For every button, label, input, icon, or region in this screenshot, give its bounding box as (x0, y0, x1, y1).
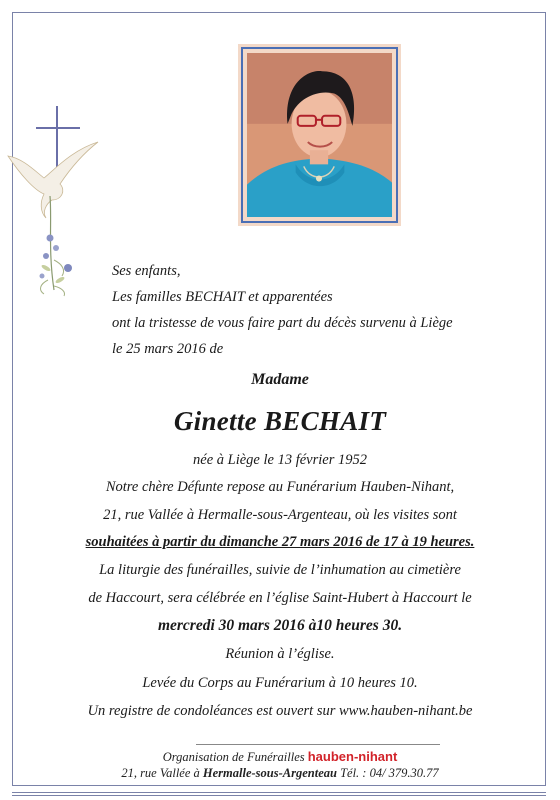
footer-address-prefix: 21, rue Vallée à (121, 766, 200, 780)
footer-address (0, 766, 560, 781)
detail-visiting-hours: souhaitées à partir du dimanche 27 mars 2016 de 17 à 19 heures. (85, 534, 475, 550)
footer-org-prefix: Organisation de Funérailles (162, 750, 305, 764)
detail-condolence-register: Un registre de condoléances est ouvert sur www.hauben-nihant.be (87, 703, 473, 719)
detail-meeting: Réunion à l’église. (225, 646, 335, 662)
portrait-photo (247, 53, 392, 217)
brand-logo: hauben-nihant (307, 749, 398, 764)
intro-children: Ses enfants, (112, 263, 181, 279)
portrait-frame (238, 44, 401, 226)
page-frame-bottom (12, 792, 546, 796)
cross-dove-flowers-icon (0, 100, 110, 310)
detail-rest-place: Notre chère Défunte repose au Funérarium Hauben-Nihant, (105, 479, 455, 495)
detail-liturgy: La liturgie des funérailles, suivie de l’inhumation au cimetière (99, 562, 461, 578)
footer-divider (196, 744, 440, 745)
footer-address-town: Hermalle-sous-Argenteau (202, 766, 337, 780)
detail-church: de Haccourt, sera célébrée en l’église Saint-Hubert à Haccourt le (88, 590, 472, 606)
deceased-name: Ginette BECHAIT (173, 406, 387, 436)
footer-phone: Tél. : 04/ 379.30.77 (340, 766, 439, 780)
birth-info: née à Liège le 13 février 1952 (193, 452, 367, 468)
honorific: Madame (251, 371, 309, 388)
intro-families: Les familles BECHAIT et apparentées (112, 289, 333, 305)
footer-organisation (0, 749, 560, 765)
intro-date: le 25 mars 2016 de (112, 341, 224, 357)
intro-announcement: ont la tristesse de vous faire part du décès survenu à Liège (112, 315, 453, 331)
detail-ceremony-date: mercredi 30 mars 2016 à10 heures 30. (157, 617, 403, 634)
detail-address: 21, rue Vallée à Hermalle-sous-Argenteau, où les visites sont (103, 507, 457, 523)
detail-departure: Levée du Corps au Funérarium à 10 heures 10. (142, 675, 418, 691)
